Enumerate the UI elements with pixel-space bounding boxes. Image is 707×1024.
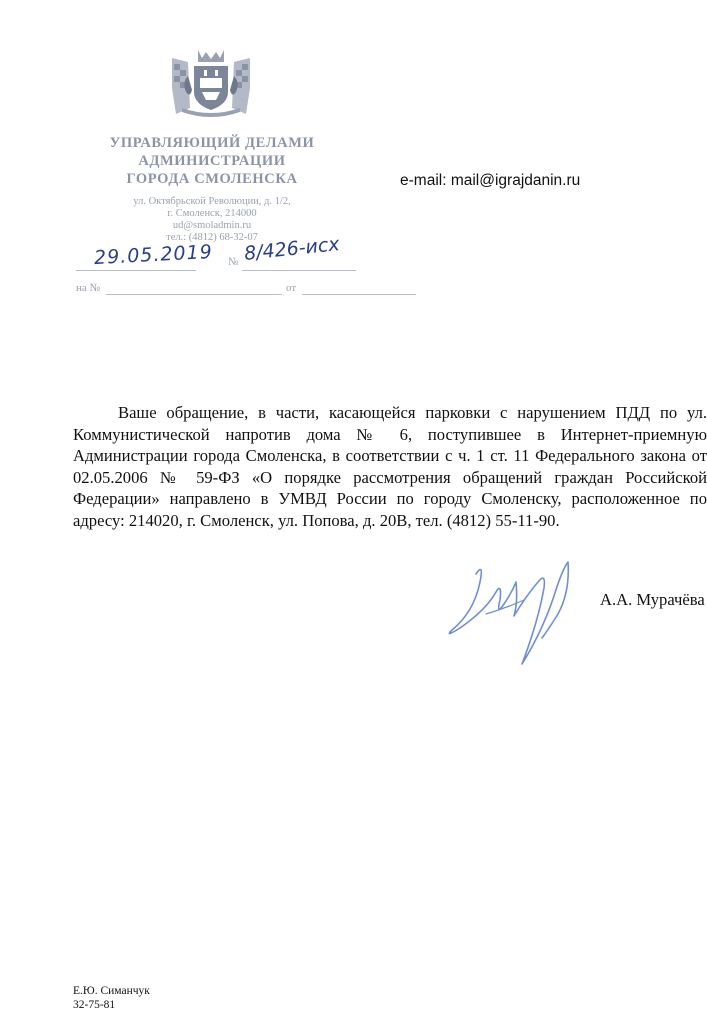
reg-number-underline [242, 270, 356, 271]
org-name-line-1: УПРАВЛЯЮЩИЙ ДЕЛАМИ [109, 135, 315, 151]
reference-date-label: от [286, 282, 297, 294]
address-email: ud@smoladmin.ru [172, 220, 252, 231]
coat-of-arms-icon [168, 48, 254, 120]
reg-date-underline [76, 270, 196, 271]
executor-info [73, 984, 150, 1012]
executor-name: Е.Ю. Симанчук [73, 985, 150, 997]
recipient-email: e-mail: mail@igrajdanin.ru [400, 172, 581, 189]
reg-date: 29.05.2019 [93, 240, 214, 270]
org-name-line-2: АДМИНИСТРАЦИИ [138, 153, 286, 169]
reference-row [76, 282, 346, 298]
reference-date-line [302, 294, 416, 295]
organization-name [84, 134, 340, 188]
org-name-line-3: ГОРОДА СМОЛЕНСКА [126, 171, 298, 187]
address-street: ул. Октябрьской Революции, д. 1/2, [133, 196, 291, 207]
address-city: г. Смоленск, 214000 [167, 208, 257, 219]
reference-number-line [106, 294, 282, 295]
reference-number-label: на № [76, 282, 101, 294]
signature-icon [446, 552, 596, 668]
letter-body: Ваше обращение, в части, касающейся парковки с нарушением ПДД по ул. Коммунистической напротив дома № 6, поступившее в Интернет-приемную Администрации города Смоленска, в соответствии с ч. 1 ст. 11 Федерального закона от 02.05.2006 № 59-ФЗ «О порядке рассмотрения обращений граждан Российской Федерации» направлено в УМВД России по городу Смоленску, расположенное по адресу: 214020, г. Смоленск, ул. Попова, д. 20В, тел. (4812) 55-11-90. [73, 403, 707, 530]
reg-number: 8/426-исх [243, 233, 341, 265]
reg-number-label: № [228, 256, 239, 268]
signer-name: А.А. Мурачёва [600, 590, 705, 609]
address-phone: тел.: (4812) 68-32-07 [166, 232, 258, 243]
executor-phone: 32-75-81 [73, 999, 116, 1011]
